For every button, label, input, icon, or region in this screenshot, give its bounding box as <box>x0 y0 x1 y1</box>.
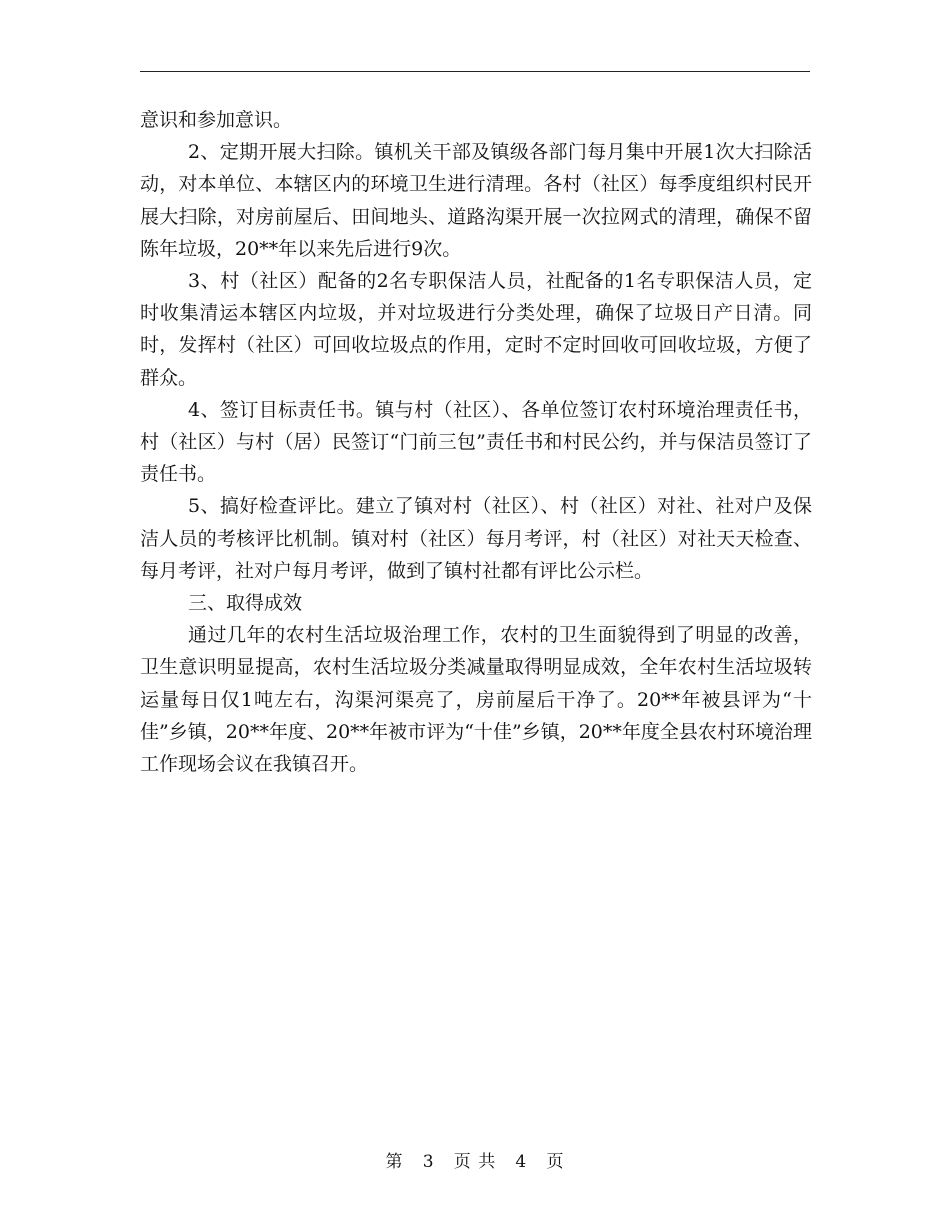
footer-page-number: 3 <box>422 1152 435 1172</box>
header-rule <box>140 71 810 72</box>
paragraph-0: 意识和参加意识。 <box>140 109 293 131</box>
paragraph-1: 2、定期开展大扫除。镇机关干部及镇级各部门每月集中开展1次大扫除活动，对本单位、本辖区内的环境卫生进行清理。各村（社区）每季度组织村民开展大扫除，对房前屋后、田间地头、道路沟渠开展一次拉网式的清理，确保不留陈年垃圾，20**年以来先后进行9次。 <box>140 141 812 260</box>
footer-prefix: 第 <box>385 1152 404 1172</box>
footer-total-pages: 4 <box>515 1152 528 1172</box>
document-body <box>140 104 812 780</box>
footer-middle: 页 共 <box>453 1152 497 1172</box>
paragraph-3: 4、签订目标责任书。镇与村（社区）、各单位签订农村环境治理责任书，村（社区）与村（居）民签订“门前三包”责任书和村民公约，并与保洁员签订了责任书。 <box>140 398 812 486</box>
paragraph-6: 通过几年的农村生活垃圾治理工作，农村的卫生面貌得到了明显的改善，卫生意识明显提高，农村生活垃圾分类减量取得明显成效，全年农村生活垃圾转运量每日仅1吨左右，沟渠河渠亮了，房前屋后干净了。20**年被县评为“十佳”乡镇，20**年度、20**年被市评为“十佳”乡镇，20**年度全县农村环境治理工作现场会议在我镇召开。 <box>140 624 812 776</box>
paragraph-4: 5、搞好检查评比。建立了镇对村（社区）、村（社区）对社、社对户及保洁人员的考核评比机制。镇对村（社区）每月考评，村（社区）对社天天检查、每月考评，社对户每月考评，做到了镇村社都有评比公示栏。 <box>140 495 812 582</box>
paragraph-2: 3、村（社区）配备的2名专职保洁人员，社配备的1名专职保洁人员，定时收集清运本辖区内垃圾，并对垃圾进行分类处理，确保了垃圾日产日清。同时，发挥村（社区）可回收垃圾点的作用，定时不定时回收可回收垃圾，方便了群众。 <box>140 270 812 389</box>
page-footer <box>0 1152 950 1172</box>
section-heading: 三、取得成效 <box>188 592 303 615</box>
footer-suffix: 页 <box>546 1152 565 1172</box>
